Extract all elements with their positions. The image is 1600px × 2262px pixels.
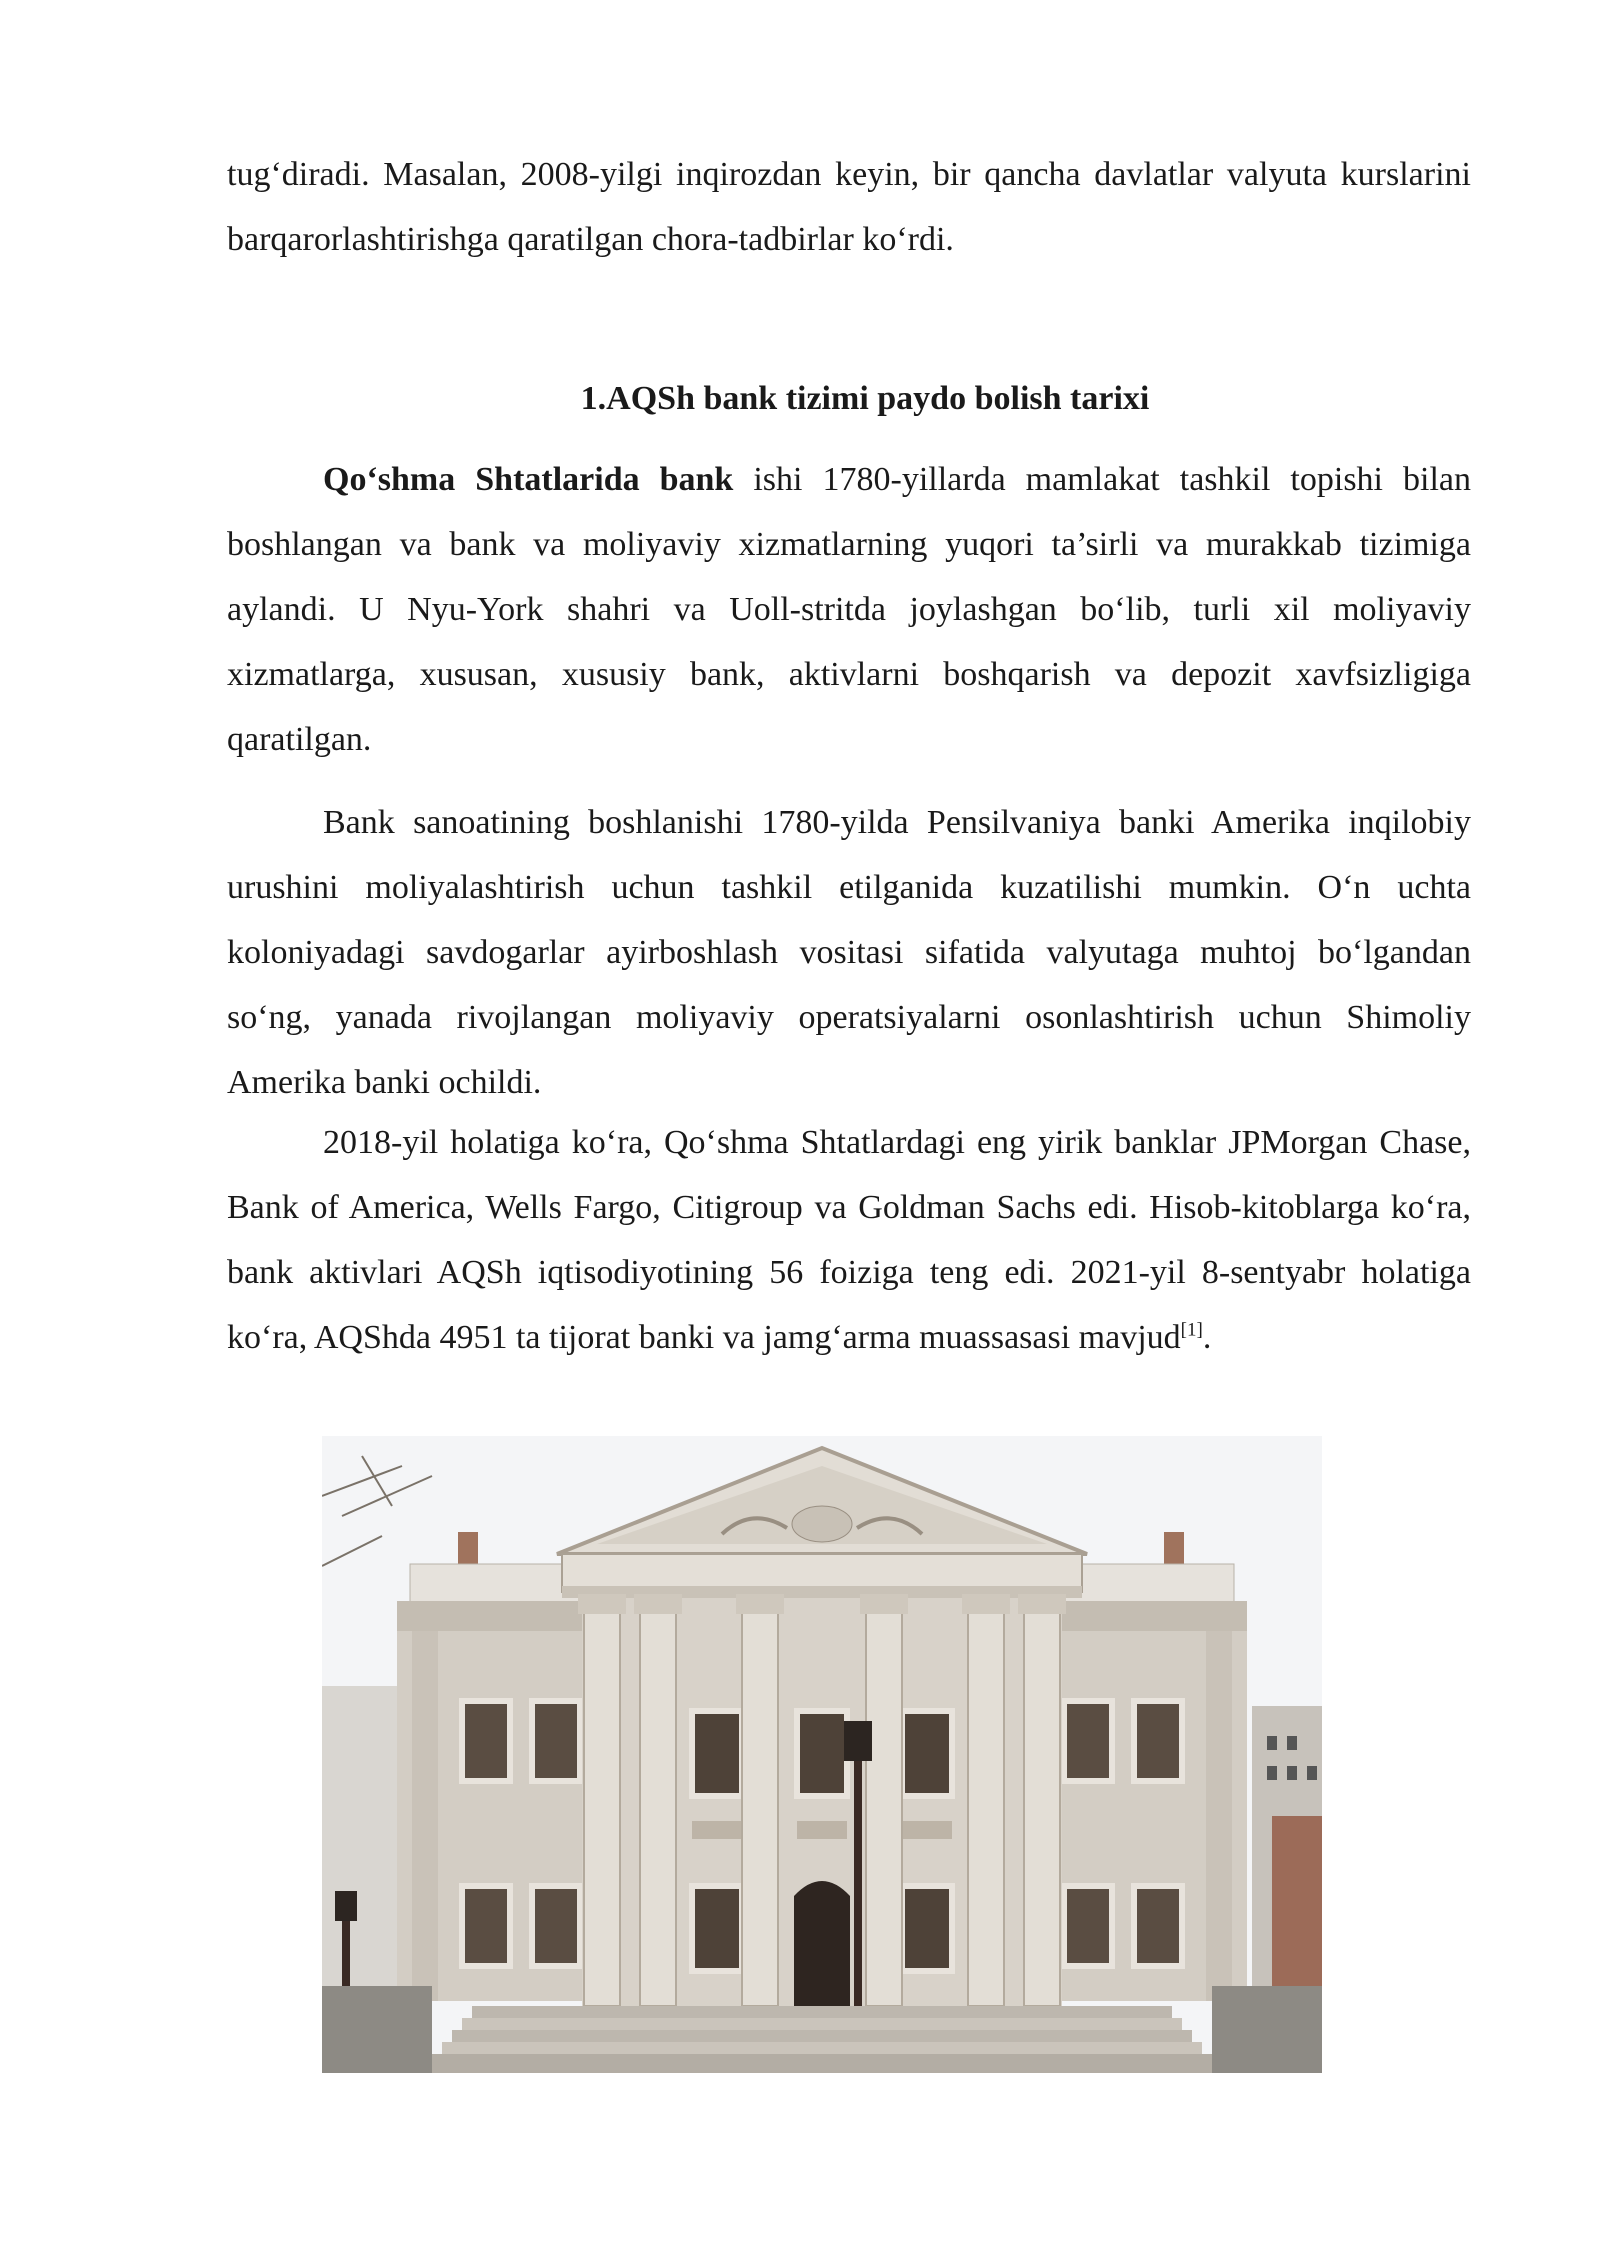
paragraph-end: .: [1202, 1319, 1212, 1356]
paragraph-text: Bank sanoatining boshlanishi 1780-yilda Pensilvaniya banki Amerika inqilobiy urushini moliyalashtirish uchun tashkil etilganida kuzatilishi mumkin. O‘n uchta koloniyadagi savdogarlar ayirboshlash vositasi sifatida valyutaga muhtoj bo‘lgandan so‘ng, yanada rivojlangan moliyaviy operatsiyalarni osonlashtirish uchun Shimoliy Amerika banki ochildi.: [227, 804, 1471, 1101]
paragraph-2: [227, 790, 1471, 1115]
paragraph-3: [227, 1110, 1471, 1370]
paragraph-text: ishi 1780-yillarda mamlakat tashkil topishi bilan boshlangan va bank va moliyaviy xizmatlarning yuqori ta’sirli va murakkab tizimiga aylandi. U Nyu-York shahri va Uoll-stritda joylashgan bo‘lib, turli xil moliyaviy xizmatlarga, xususan, xususiy bank, aktivlarni boshqarish va depozit xavfsizligiga qaratilgan.: [227, 461, 1471, 758]
bank-building-photo-icon: [322, 1436, 1322, 2073]
section-heading: 1.AQSh bank tizimi paydo bolish tarixi: [580, 380, 1150, 417]
paragraph-intro: [227, 142, 1471, 272]
bold-lead-text: Qo‘shma Shtatlarida bank: [323, 461, 734, 498]
paragraph-1: [227, 447, 1471, 772]
footnote-reference[interactable]: [1]: [1180, 1319, 1203, 1341]
paragraph-text: 2018-yil holatiga ko‘ra, Qo‘shma Shtatlardagi eng yirik banklar JPMorgan Chase, Bank of America, Wells Fargo, Citigroup va Goldman Sachs edi. Hisob-kitoblarga ko‘ra, bank aktivlari AQSh iqtisodiyotining 56 foiziga teng edi. 2021-yil 8-sentyabr holatiga ko‘ra, AQShda 4951 ta tijorat banki va jamg‘arma muassasasi mavjud: [227, 1124, 1471, 1356]
paragraph-text: tug‘diradi. Masalan, 2008-yilgi inqirozdan keyin, bir qancha davlatlar valyuta kurslarini barqarorlashtirishga qaratilgan chora-tadbirlar ko‘rdi.: [227, 156, 1471, 258]
